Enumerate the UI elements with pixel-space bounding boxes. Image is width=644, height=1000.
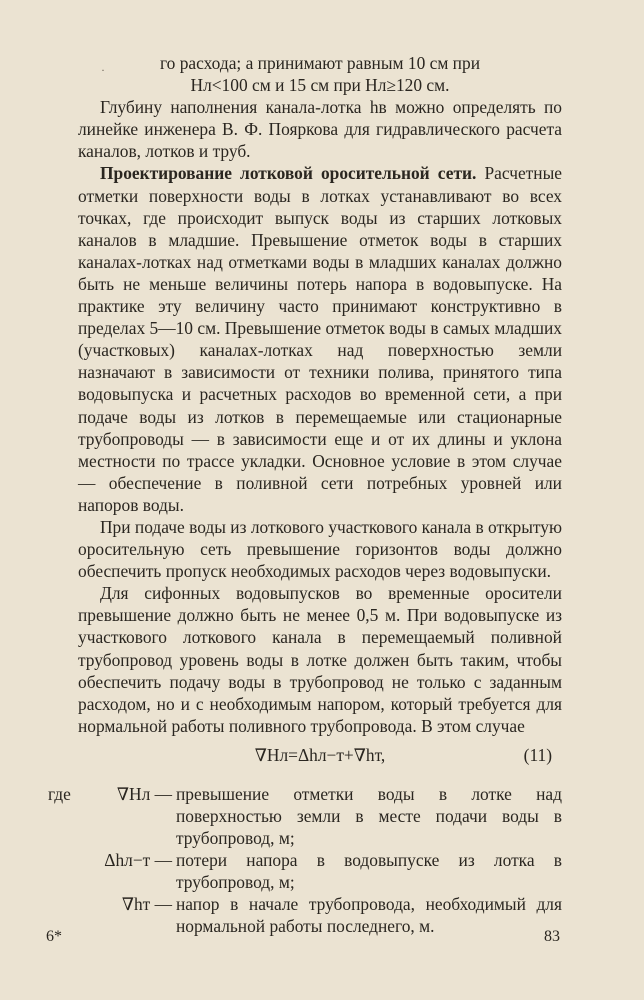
paragraph-siphon: Для сифонных водовыпусков во временные оросители превышение должно быть не менее 0,5 м. При водовыпуске из участкового лоткового канала в перемещаемый поливной трубопровод уровень воды в лотке должен быть таким, чтобы обеспечить подачу воды в трубопровод не только с заданным расходом, но и с необходимым напором, который требуется для нормальной работы поливного трубопровода. В этом случае	[78, 583, 562, 736]
signature-mark: 6*	[46, 928, 62, 945]
paragraph-feed: При подаче воды из лоткового участкового канала в открытую оросительную сеть превышение горизонтов воды должно обеспечить пропуск необходимых расходов через водовыпуски.	[78, 516, 562, 582]
equation-number: (11)	[523, 744, 552, 765]
print-speck: ·	[101, 63, 105, 77]
formula-row	[78, 743, 562, 773]
definition-text: превышение отметки воды в лотке над поверхностью земли в месте подачи воды в трубопровод, м;	[176, 783, 562, 849]
page-number: 83	[544, 928, 560, 945]
definition-text: напор в начале трубопровода, необходимый для нормальной работы последнего, м.	[176, 894, 562, 937]
definition-text: потери напора в водовыпуске из лотка в трубопровод, м;	[176, 850, 562, 893]
definition-item	[78, 849, 562, 893]
where-word: где	[48, 783, 71, 804]
definitions-list	[48, 783, 562, 938]
top-line-2: Hл<100 см и 15 см при Hл≥120 см.	[190, 75, 450, 96]
paragraph-depth: Глубину наполнения канала-лотка hв можно определять по линейке инженера В. Ф. Пояркова для гидравлического расчета каналов, лотков и труб.	[78, 97, 562, 162]
paragraph-section	[78, 162, 562, 516]
section-heading: Проектирование лотковой оросительной сети.	[100, 163, 477, 184]
text-column	[48, 52, 562, 938]
definition-symbol: ∇Hл —	[116, 783, 172, 804]
formula: ∇Hл=Δhл−т+∇hт,	[254, 744, 386, 765]
definition-item	[48, 783, 562, 849]
definition-item	[78, 893, 562, 937]
section-body: Расчетные отметки поверхности воды в лотках устанавливают во всех точках, где происходит выпуск воды из старших лотковых каналов в младшие. Превышение отметок воды в старших каналах-лотках над отметками воды в младших каналах должно быть не меньше величины потерь напора в водовыпуске. На практике эту величину часто принимают конструктивно в пределах 5—10 см. Превышение отметок воды в самых младших (участковых) каналах-лотках над поверхностью земли назначают в зависимости от техники полива, принятого типа водовыпуска и расчетных расходов во временной сети, а при подаче воды из лотков в перемещаемые или стационарные трубопроводы — в зависимости еще и от их длины и уклона местности по трассе укладки. Основное условие в этом случае — обеспечение в поливной сети потребных уровней или напоров воды.	[78, 163, 562, 515]
definition-symbol: ∇hт —	[121, 894, 172, 915]
top-line-1: го расхода; a принимают равным 10 см при	[159, 53, 480, 73]
definition-symbol: Δhл−т —	[104, 850, 172, 871]
